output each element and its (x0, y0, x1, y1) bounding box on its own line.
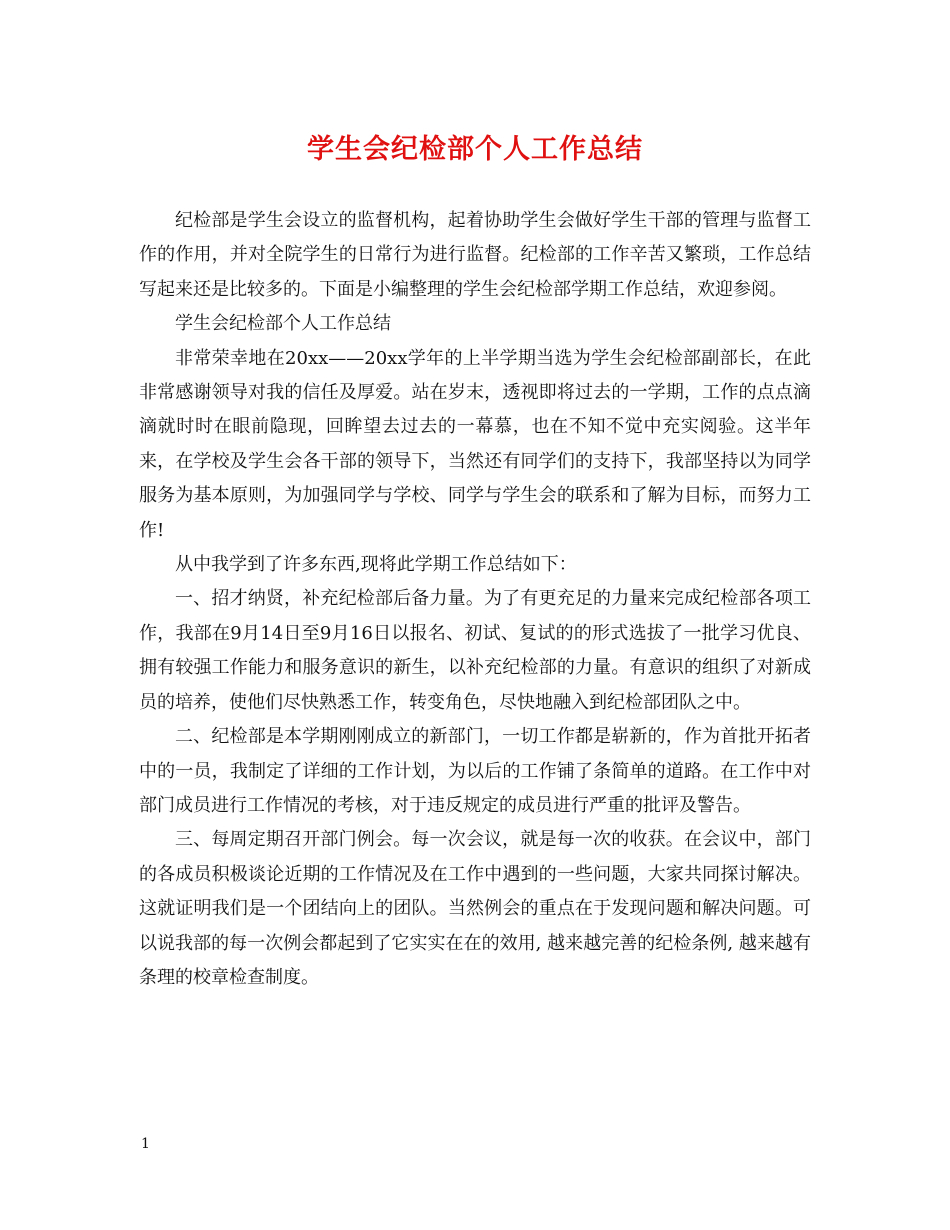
document-body (139, 204, 811, 995)
paragraph-point-three: 三、每周定期召开部门例会。每一次会议，就是每一次的收获。在会议中，部门的各成员积极谈论近期的工作情况及在工作中遇到的一些问题，大家共同探讨解决。这就证明我们是一个团结向上的团队。当然例会的重点在于发现问题和解决问题。可以说我部的每一次例会都起到了它实实在在的效用, 越来越完善的纪检条例, 越来越有条理的校章检查制度。 (139, 829, 811, 988)
paragraph-point-two: 二、纪检部是本学期刚刚成立的新部门，一切工作都是崭新的，作为首批开拓者中的一员，我制定了详细的工作计划，为以后的工作铺了条简单的道路。在工作中对部门成员进行工作情况的考核，对于违反规定的成员进行严重的批评及警告。 (139, 726, 811, 816)
page-number: 1 (141, 1136, 150, 1152)
document-title: 学生会纪检部个人工作总结 (307, 134, 643, 165)
paragraph-opening: 非常荣幸地在20xx——20xx学年的上半学期当选为学生会纪检部副部长，在此非常感谢领导对我的信任及厚爱。站在岁末，透视即将过去的一学期，工作的点点滴滴就时时在眼前隐现，回眸望去过去的一幕慕，也在不知不觉中充实阅验。这半年来，在学校及学生会各干部的领导下，当然还有同学们的支持下，我部坚持以为同学服务为基本原则，为加强同学与学校、同学与学生会的联系和了解为目标，而努力工作! (139, 347, 811, 541)
paragraph-point-one: 一、招才纳贤，补充纪检部后备力量。为了有更充足的力量来完成纪检部各项工作，我部在9月14日至9月16日以报名、初试、复试的的形式选拔了一批学习优良、拥有较强工作能力和服务意识的新生，以补充纪检部的力量。有意识的组织了对新成员的培养，使他们尽快熟悉工作，转变角色，尽快地融入到纪检部团队之中。 (139, 588, 811, 713)
paragraph-intro: 纪检部是学生会设立的监督机构，起着协助学生会做好学生干部的管理与监督工作的作用，并对全院学生的日常行为进行监督。纪检部的工作辛苦又繁琐，工作总结写起来还是比较多的。下面是小编整理的学生会纪检部学期工作总结，欢迎参阅。 (139, 210, 811, 300)
paragraph-subtitle: 学生会纪检部个人工作总结 (175, 313, 391, 335)
paragraph-summary-lead: 从中我学到了许多东西,现将此学期工作总结如下： (175, 554, 577, 576)
